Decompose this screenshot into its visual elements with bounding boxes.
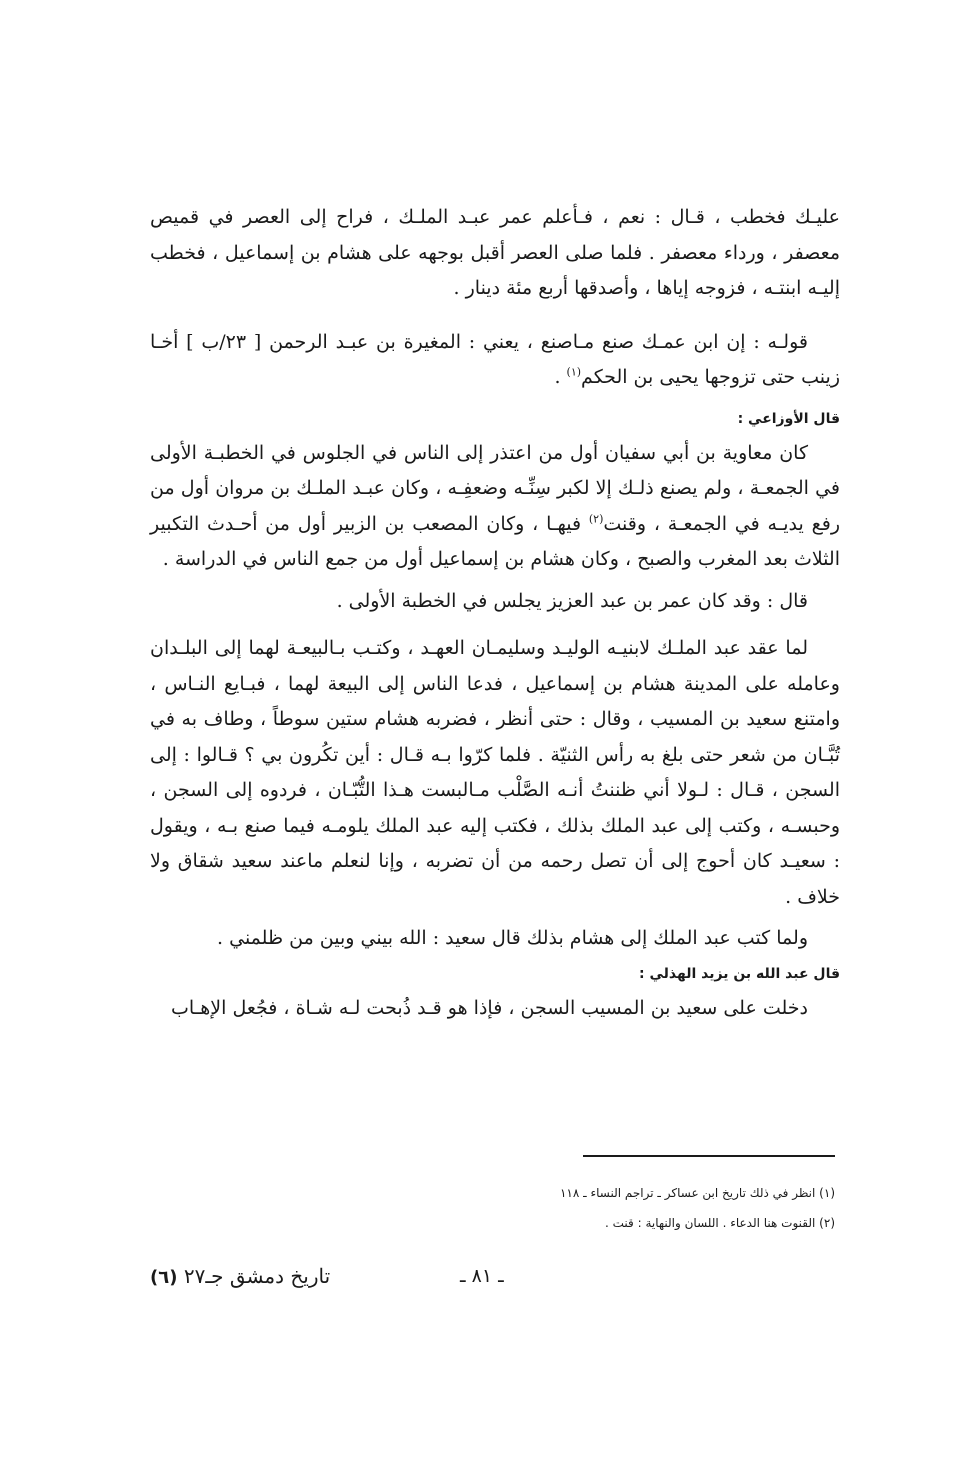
page-number: ـ ٨١ ـ (460, 1265, 504, 1287)
paragraph-3-part-a: كان معاوية بن أبي سفيان أول من اعتذر إلى الناس في الجلوس في الخطبـة الأولى في الجمعـة ، ولم يصنع ذلـك إلا لكبر سِنِّـه وضعفِـه ، وكان عبـد الملـك بن مروان أول من رفع يديـه في الجمعـة ، وقنت (150, 441, 840, 535)
book-title: تاريخ دمشق جـ٢٧ (183, 1264, 331, 1288)
paragraph-2 (150, 325, 840, 396)
page-body (150, 200, 840, 1026)
paragraph-3 (150, 436, 840, 578)
heading-hudhali: قال عبد الله بن يزيد الهذلي : (638, 965, 840, 982)
running-footer-title (150, 1258, 330, 1296)
footnote-2: (٢) القنوت هنا الدعاء . اللسان والنهاية : قنت . (605, 1216, 835, 1230)
paragraph-1: عليـك فخطب ، قـال : نعم ، فـأعلم عمر عبـد الملـك ، فراح إلى العصر في قميص معصفر ، ورداء معصفر . فلما صلى العصر أقبل بوجهه على هشام بن إسماعيل ، فخطب إليـه ابنتـه ، فزوجه إياها ، وأصدقها أربع مئة دينار . (150, 206, 840, 299)
footnote-ref-2: (٢) (588, 512, 604, 526)
footnote-ref-1: (١) (566, 365, 582, 379)
page-footer (150, 1258, 840, 1298)
paragraph-6: ولما كتب عبد الملك إلى هشام بذلك قال سعيد : الله بيني وبين من ظلمني . (217, 927, 808, 949)
paragraph-2-end: . (554, 366, 567, 388)
paragraph-5: لما عقد عبد الملـك لابنيـه الوليـد وسليمـان العهـد ، وكتـب بـالبيعـة لهما إلى البلـدان وعامله على المدينة هشام بن إسماعيل ، فدعا الناس إلى البيعة لهما ، فبـايع النـاس ، وامتنع سعيد بن المسيب ، وقال : حتى أنظر ، فضربه هشام ستين سوطاً ، وطاف به في تُبَّـان من شعر حتى بلغ به رأس الثنيّة . فلما كرّوا بـه قـال : أين تكُرون بي ؟ قـالوا : إلى السجن ، قـال : لـولا أني ظننتُ أنـه الصَّلْب مـالبست هـذا التُّبّـان ، فردوه إلى السجن ، وحبسـه ، وكتب إلى عبد الملك بذلك ، فكتب إليه عبد الملك يلومـه فيما صنع بـه ، ويقول : سعيـد كان أحوج إلى أن تصل رحمه من أن تضربه ، وإنا لنعلم ماعند سعيد شقاق ولا خلاف . (150, 637, 840, 908)
paragraph-2-text: قولـه : إن ابن عمـك صنع مـاصنع ، يعني : المغيرة بن عبـد الرحمن [ ٢٣/ب ] أخـا زينب حتى تزوجها يحيى بن الحكم (150, 330, 840, 388)
footnotes (335, 1178, 835, 1238)
volume-part: (٦) (150, 1267, 178, 1288)
paragraph-7: دخلت على سعيد بن المسيب السجن ، فإذا هو قـد ذُبحت لـه شـاة ، فجُعل الإهـاب (171, 996, 808, 1019)
footnote-divider (583, 1155, 835, 1157)
footnote-1: (١) انظر في ذلك تاريخ ابن عساكر ـ تراجم النساء ـ ١١٨ (559, 1186, 835, 1200)
paragraph-4: قال : وقد كان عمر بن عبد العزيز يجلس في الخطبة الأولى . (336, 589, 808, 612)
paragraph-3-part-b: فيهـا ، وكان المصعب بن الزبير أول من أحـدث التكبير الثلاث بعد المغرب والصبح ، وكان هشام بن إسماعيل أول من جمع الناس في الدراسة . (150, 512, 840, 570)
heading-awzai: قال الأوزاعي : (737, 410, 840, 427)
